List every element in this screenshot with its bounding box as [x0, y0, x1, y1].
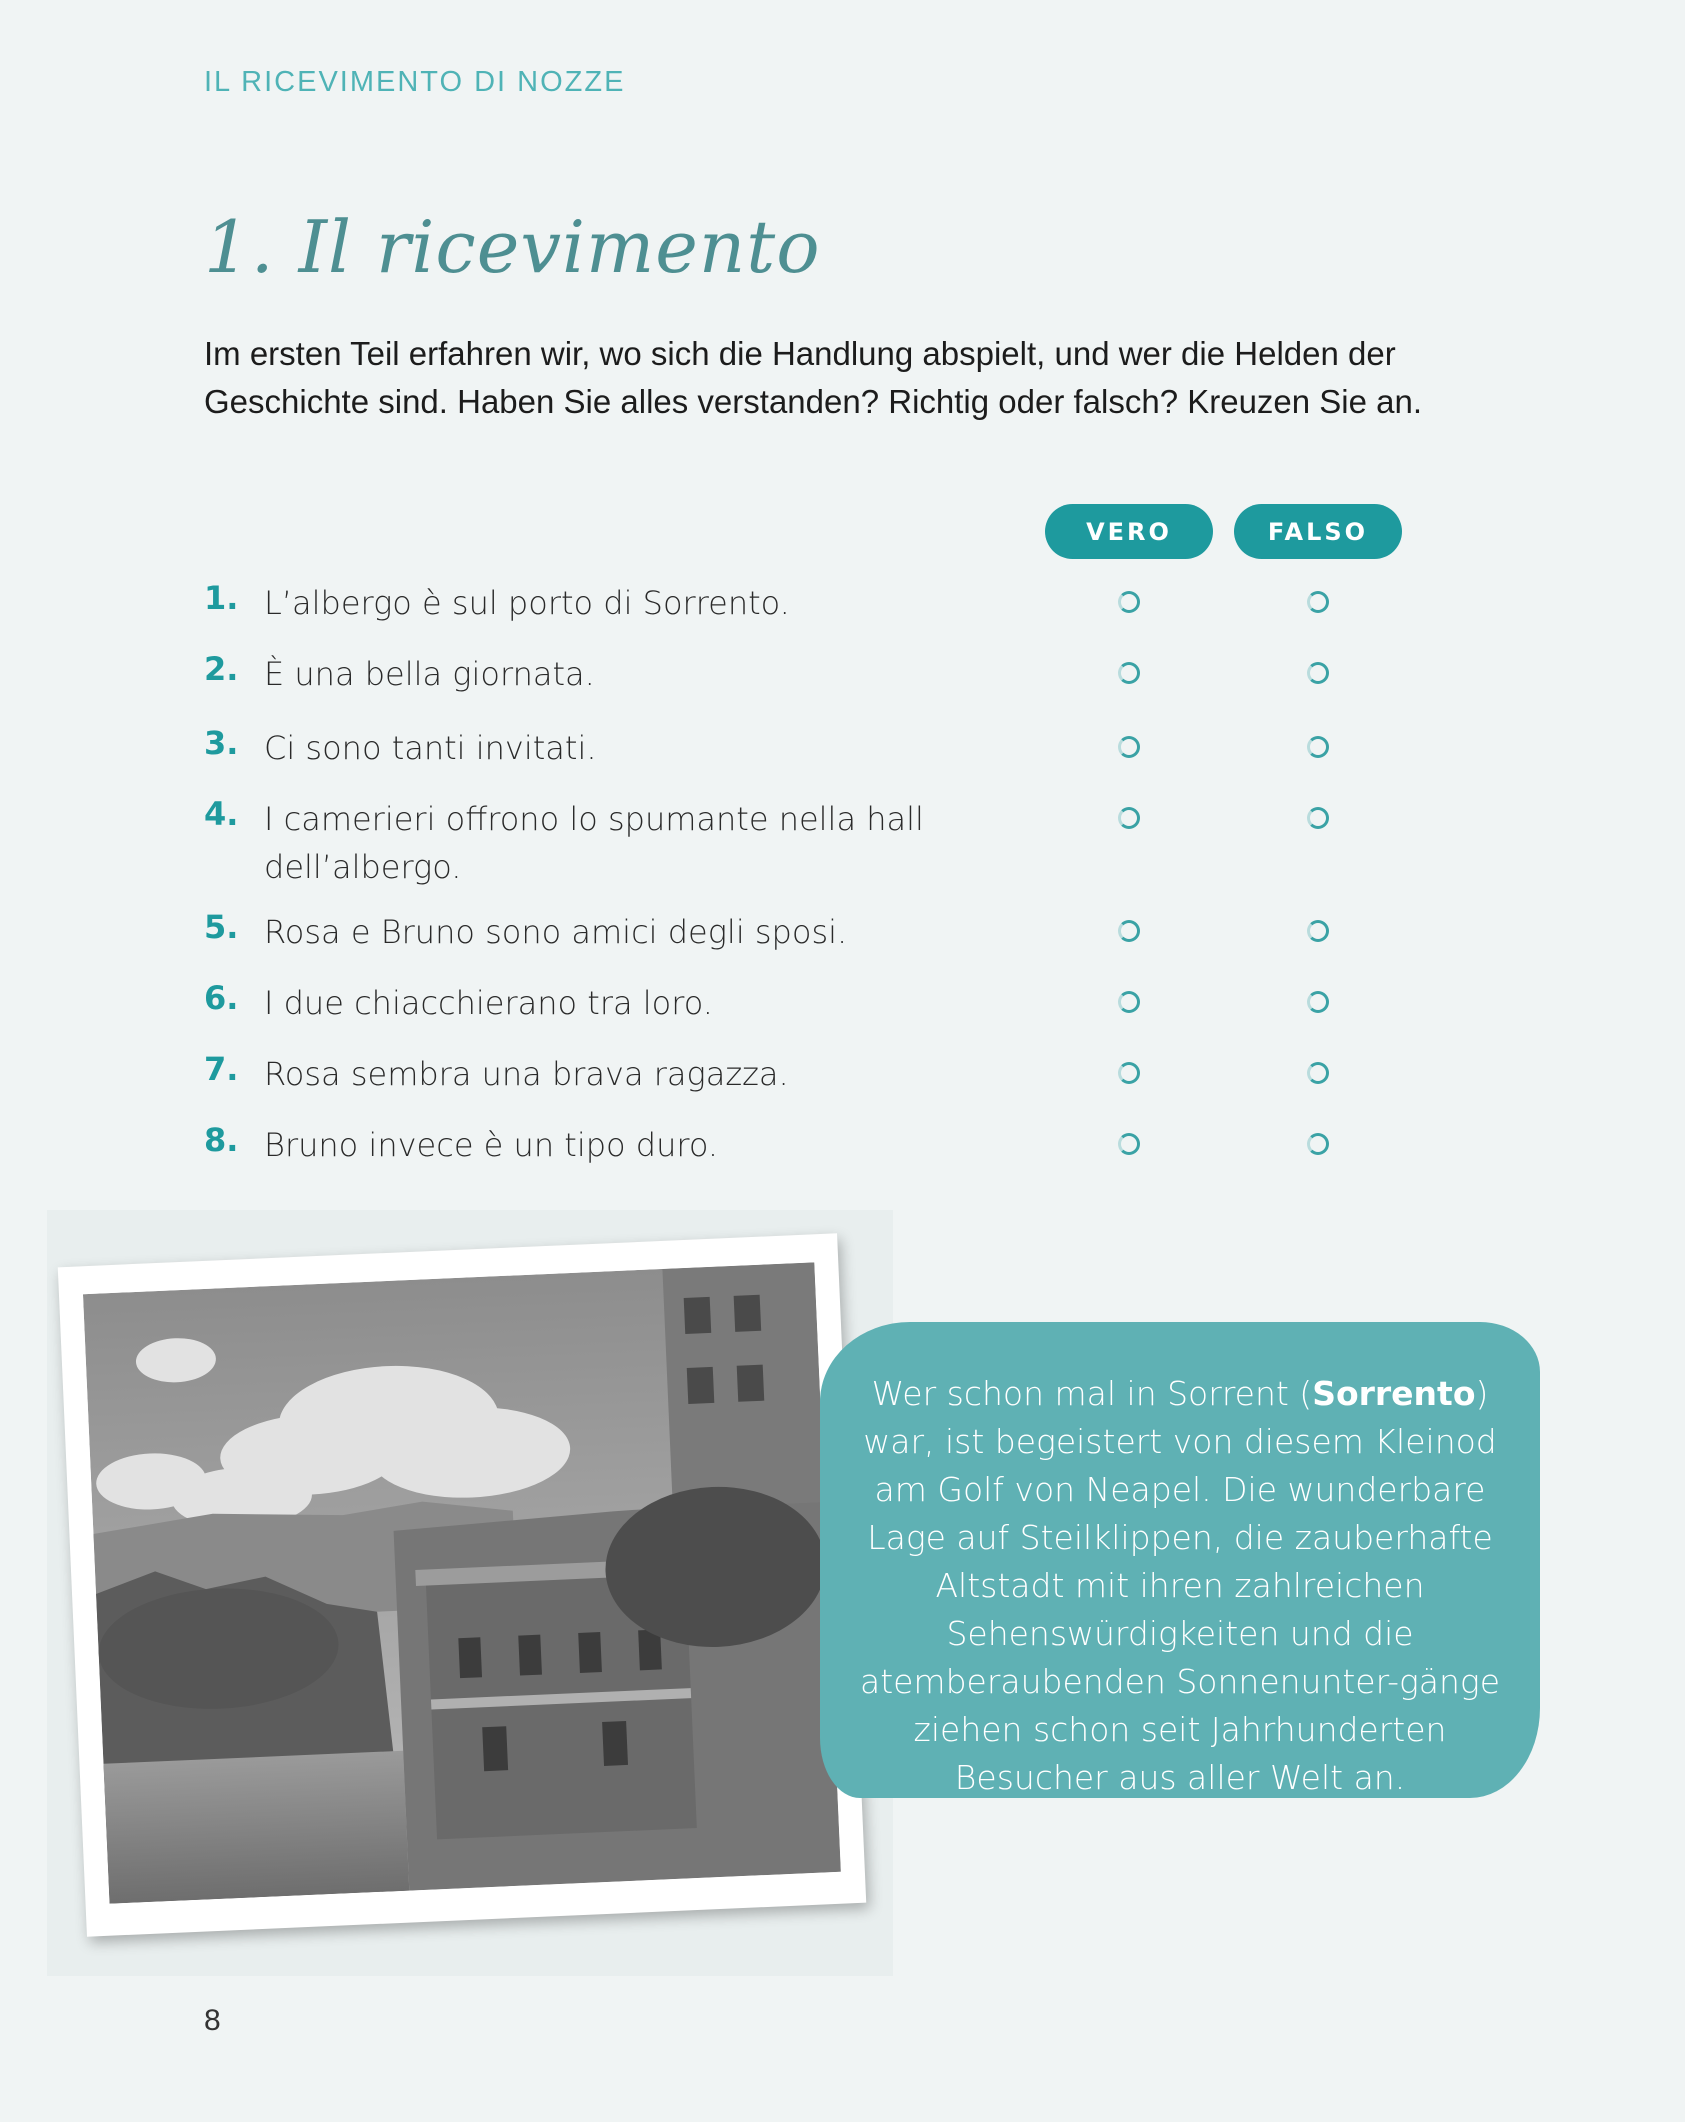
vero-radio[interactable]	[1118, 920, 1140, 942]
falso-radio[interactable]	[1307, 991, 1329, 1013]
running-header: IL RICEVIMENTO DI NOZZE	[204, 66, 626, 98]
item-statement: Bruno invece è un tipo duro.	[264, 1126, 718, 1164]
item-statement: Rosa e Bruno sono amici degli sposi.	[264, 913, 848, 951]
sorrento-photo-image	[83, 1262, 841, 1903]
falso-radio[interactable]	[1307, 591, 1329, 613]
item-statement: L’albergo è sul porto di Sorrento.	[264, 584, 790, 622]
item-number: 7.	[204, 1050, 239, 1088]
vero-radio[interactable]	[1118, 591, 1140, 613]
item-statement: Ci sono tanti invitati.	[264, 729, 597, 767]
falso-radio[interactable]	[1307, 1062, 1329, 1084]
vero-radio[interactable]	[1118, 662, 1140, 684]
item-statement: Rosa sembra una brava ragazza.	[264, 1055, 789, 1093]
falso-radio[interactable]	[1307, 736, 1329, 758]
item-number: 8.	[204, 1121, 239, 1159]
falso-radio[interactable]	[1307, 662, 1329, 684]
item-number: 4.	[204, 795, 239, 833]
page-number: 8	[204, 2004, 221, 2037]
item-number: 1.	[204, 579, 239, 617]
item-number: 6.	[204, 979, 239, 1017]
item-number: 5.	[204, 908, 239, 946]
item-statement: I camerieri offrono lo spumante nella hall dell’albergo.	[264, 800, 924, 886]
info-box-highlight: Sorrento	[1312, 1374, 1476, 1413]
sorrento-photo	[58, 1233, 866, 1936]
item-number: 2.	[204, 650, 239, 688]
vero-radio[interactable]	[1118, 991, 1140, 1013]
falso-radio[interactable]	[1307, 1133, 1329, 1155]
falso-radio[interactable]	[1307, 920, 1329, 942]
falso-radio[interactable]	[1307, 807, 1329, 829]
item-statement: I due chiacchierano tra loro.	[264, 984, 713, 1022]
vero-column-header: VERO	[1045, 504, 1213, 559]
item-statement: È una bella giornata.	[264, 655, 595, 693]
vero-radio[interactable]	[1118, 1133, 1140, 1155]
vero-radio[interactable]	[1118, 1062, 1140, 1084]
info-box-text: Wer schon mal in Sorrent (Sorrento) war, ist begeistert von diesem Kleinod am Golf von Neapel. Die wunderbare Lage auf Steilklippen, die zauberhafte Altstadt mit ihren zahlreichen Sehenswürdigkeiten und die atemberaubenden Sonnenunter-gänge ziehen schon seit Jahrhunderten Besucher aus aller Welt an.	[859, 1374, 1501, 1797]
falso-column-header: FALSO	[1234, 504, 1402, 559]
section-title: 1. Il ricevimento	[204, 205, 821, 289]
item-number: 3.	[204, 724, 239, 762]
vero-radio[interactable]	[1118, 807, 1140, 829]
instructions-text: Im ersten Teil erfahren wir, wo sich die Handlung abspielt, und wer die Helden der Geschichte sind. Haben Sie alles verstanden? Richtig oder falsch? Kreuzen Sie an.	[204, 335, 1423, 420]
vero-radio[interactable]	[1118, 736, 1140, 758]
